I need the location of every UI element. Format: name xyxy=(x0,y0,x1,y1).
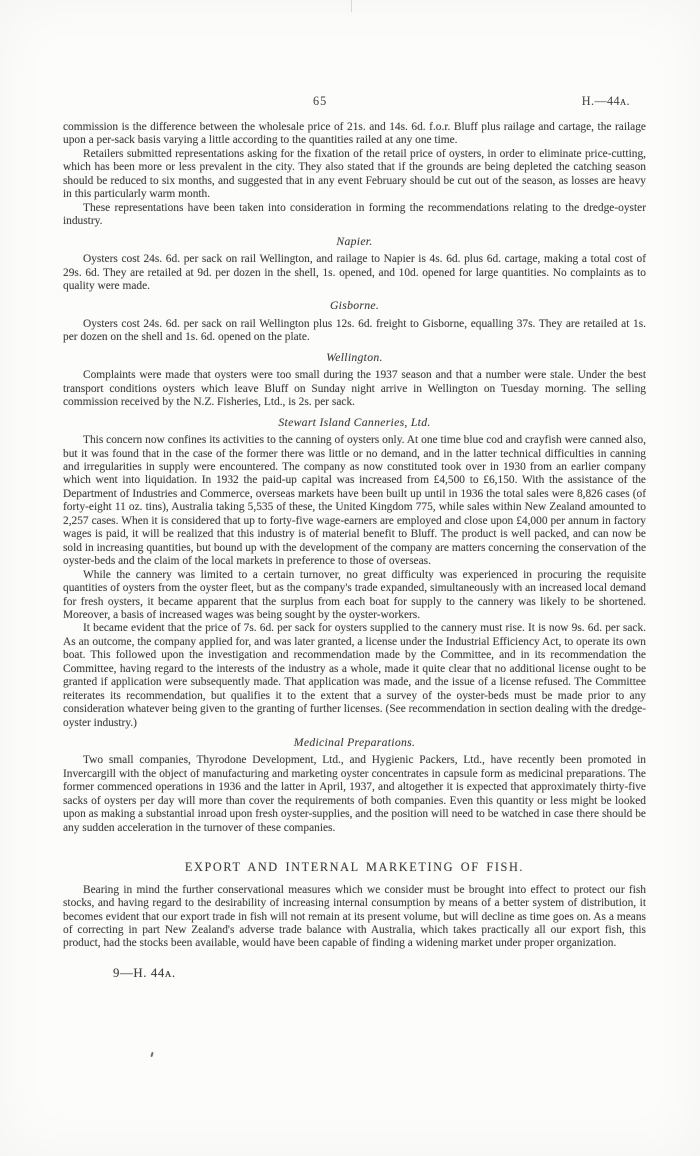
paragraph: While the cannery was limited to a certain turnover, no great difficulty was experienced in procuring the requisite quantities of oysters from the oyster fleet, but as the company's trade expanded, simultaneously with an increased local demand for fresh oysters, it became apparent that the surplus from each boat for supply to the cannery was likely to be shortened. Moreover, a basis of increased wages was being sought by the oyster-workers. xyxy=(63,568,646,621)
section-heading: Wellington. xyxy=(326,350,383,364)
paragraph: Bearing in mind the further conservational measures which we consider must be brought into effect to protect our fish stocks, and having regard to the desirability of increasing internal consumption by means of a better system of distribution, it becomes evident that our export trade in fish will not remain at its present volume, but will decline as time goes on. As a means of correcting in part New Zealand's adverse trade balance with Australia, which takes practically all our export fish, this product, had the stocks been available, would have been capable of finding a widening market under proper organization. xyxy=(63,883,646,950)
section-heading: Stewart Island Canneries, Ltd. xyxy=(278,415,431,429)
paragraph: Two small companies, Thyrodone Development, Ltd., and Hygienic Packers, Ltd., have recently been promoted in Invercargill with the object of manufacturing and marketing oyster concentrates in capsule form as medicinal preparations. The former commenced operations in 1936 and the latter in April, 1937, and altogether it is expected that approximately thirty-five sacks of oysters per day will more than cover the requirements of both companies. Even this quantity or less might be looked upon as making a substantial inroad upon fresh oyster-supplies, and the position will need to be watched in case there should be any sudden acceleration in the turnover of these companies. xyxy=(63,754,646,834)
report-reference: H.—44ᴀ. xyxy=(581,94,630,108)
document-section xyxy=(63,736,646,835)
page-footer: 9—H. 44ᴀ. xyxy=(113,965,176,980)
scan-fold-artifact xyxy=(351,0,352,12)
document-section xyxy=(63,351,646,410)
document-section xyxy=(63,235,646,294)
document-section xyxy=(63,299,646,344)
document-body xyxy=(63,121,646,980)
print-artifact xyxy=(150,1052,153,1057)
paragraph: Oysters cost 24s. 6d. per sack on rail Wellington plus 12s. 6d. freight to Gisborne, equalling 37s. They are retailed at 1s. per dozen on the shell and 1s. 6d. opened on the plate. xyxy=(63,317,646,344)
paragraph: It became evident that the price of 7s. 6d. per sack for oysters supplied to the cannery must rise. It is now 9s. 6d. per sack. As an outcome, the company applied for, and was later granted, a license under the Industrial Efficiency Act, to operate its own boat. This followed upon the investigation and recommendation made by the Committee, and in its recommendation the Committee, having regard to the interests of the industry as a whole, made it quite clear that no additional license ought to be granted if application were subsequently made. That application was made, and the issue of a license refused. The Committee reiterates its recommendation, but qualifies it to the extent that a survey of the oyster-beds must be made prior to any consideration whatever being given to the granting of further licenses. (See recommendation in section dealing with the dredge-oyster industry.) xyxy=(63,622,646,729)
paragraph: commission is the difference between the wholesale price of 21s. and 14s. 6d. f.o.r. Bluff plus railage and cartage, the railage upon a per-sack basis varying a little according to the quantities railed at any one time. xyxy=(63,121,646,147)
page-number: 65 xyxy=(313,94,328,108)
document-section xyxy=(63,121,646,229)
paragraph: Complaints were made that oysters were too small during the 1937 season and that a number were stale. Under the best transport conditions oysters which leave Bluff on Sunday night arrive in Wellington on Tuesday morning. The selling commission received by the N.Z. Fisheries, Ltd., is 2s. per sack. xyxy=(63,369,646,409)
section-heading: Gisborne. xyxy=(329,299,380,313)
section-heading: Medicinal Preparations. xyxy=(293,736,416,750)
paragraph: This concern now confines its activities to the canning of oysters only. At one time blue cod and crayfish were canned also, but it was found that in the case of the former there was little or no demand, and in the latter technical difficulties in canning and irregularities in supply were encountered. The company as now constituted took over in 1930 from an earlier company which went into liquidation. In 1932 the paid-up capital was increased from £4,500 to £6,150. With the assistance of the Department of Industries and Commerce, overseas markets have been built up until in 1936 the total sales were 8,826 cases (of forty-eight 11 oz. tins), Australia taking 5,535 of these, the United Kingdom 775, while sales within New Zealand amounted to 2,257 cases. When it is considered that up to forty-five wage-earners are employed and close upon £4,000 per annum in factory wages is paid, it will be realized that this industry is of material benefit to Bluff. The product is well packed, and can now be sold in increasing quantities, but bound up with the development of the company are matters concerning the conservation of the oyster-beds and the claim of the local markets in preference to those of overseas. xyxy=(63,434,646,568)
document-section xyxy=(63,416,646,730)
page-header xyxy=(63,94,646,110)
document-section xyxy=(63,861,646,951)
section-heading: Napier. xyxy=(336,234,373,248)
chapter-heading: EXPORT AND INTERNAL MARKETING OF FISH. xyxy=(184,860,525,875)
paragraph: Oysters cost 24s. 6d. per sack on rail Wellington, and railage to Napier is 4s. 6d. plus 6d. cartage, making a total cost of 29s. 6d. They are retailed at 9d. per dozen in the shell, 1s. opened, and 10d. opened for large quantities. No complaints as to quality were made. xyxy=(63,253,646,292)
paragraph: Retailers submitted representations asking for the fixation of the retail price of oysters, in order to eliminate price-cutting, which has been more or less prevalent in the city. They also stated that if the grounds are being depleted the catching season should be reduced to six months, and suggested that in any event February should be cut out of the season, as losses are heavy in this particularly warm month. xyxy=(63,147,646,201)
paragraph: These representations have been taken into consideration in forming the recommendations relating to the dredge-oyster industry. xyxy=(63,201,646,228)
